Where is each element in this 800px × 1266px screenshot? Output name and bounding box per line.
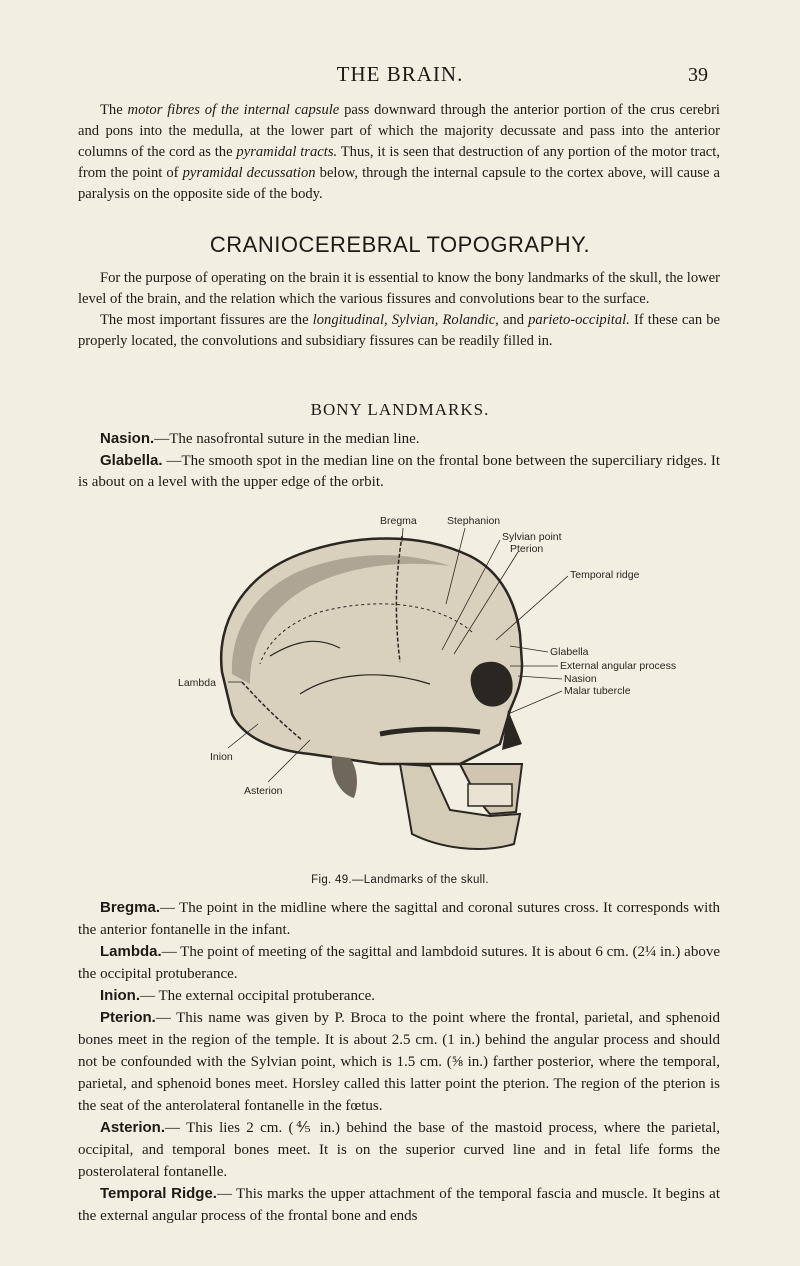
page-number: 39 xyxy=(688,64,708,86)
definition-pterion xyxy=(78,1007,720,1117)
intro-emphasis-1: motor fibres of the internal capsule xyxy=(127,102,340,118)
p2-emphasis-1: longitudinal, Sylvian, Rolandic, xyxy=(312,312,499,328)
intro-emphasis-2: pyramidal tracts. xyxy=(236,144,338,160)
intro-text-1: The xyxy=(100,102,128,118)
landmark-term: Glabella. xyxy=(100,452,163,469)
definition-term: Pterion. xyxy=(100,1009,156,1026)
label-bregma: Bregma xyxy=(380,515,417,527)
definition-term: Bregma. xyxy=(100,899,161,916)
subheading: BONY LANDMARKS. xyxy=(310,400,490,419)
definition-asterion xyxy=(78,1117,720,1183)
landmark-definitions xyxy=(78,897,720,1227)
section-body xyxy=(78,268,720,352)
landmark-glabella xyxy=(78,450,720,493)
intro-text-4: below, through the internal capsule to the cortex above, will cause a paralysis on the opposite side of the body. xyxy=(78,165,720,202)
skull-illustration xyxy=(150,514,710,859)
landmark-text: —The smooth spot in the median line on the frontal bone between the superciliary ridges. It is about on a level with the upper edge of the orbit. xyxy=(78,453,720,490)
upper-teeth xyxy=(468,784,512,806)
label-glabella: Glabella xyxy=(550,646,589,658)
intro-emphasis-3: pyramidal decussation xyxy=(182,165,316,181)
running-head: THE BRAIN. xyxy=(336,62,464,86)
definition-inion xyxy=(78,985,720,1007)
section-paragraph-1: For the purpose of operating on the brain it is essential to know the bony landmarks of the skull, the lower level of the brain, and the relation which the various fissures and convolutions bear to the surface. xyxy=(78,270,720,307)
definition-term: Temporal Ridge. xyxy=(100,1185,217,1202)
label-temporal-ridge: Temporal ridge xyxy=(570,569,640,581)
definition-text: — The point of meeting of the sagittal and lambdoid sutures. It is about 6 cm. (2¼ in.) above the occipital protuberance. xyxy=(78,944,720,982)
label-pterion: Pterion xyxy=(510,543,544,555)
intro-text-2: pass downward through the anterior portion of the crus cerebri and pons into the medulla, at the lower part of which the majority decussate and pass into the anterior columns of the cord as the xyxy=(78,102,720,160)
label-external-angular: External angular process xyxy=(560,660,677,672)
label-lambda: Lambda xyxy=(178,677,216,689)
label-asterion: Asterion xyxy=(244,785,283,797)
label-malar-tubercle: Malar tubercle xyxy=(564,685,631,697)
landmark-nasion xyxy=(78,428,720,450)
definition-temporal-ridge xyxy=(78,1183,720,1227)
definition-term: Lambda. xyxy=(100,943,162,960)
p2-text-1: The most important fissures are the xyxy=(100,312,313,328)
definition-text: — This name was given by P. Broca to the point where the frontal, parietal, and sphenoid bones meet in the region of the temple. It is about 2.5 cm. (1 in.) behind the angular process and should not be confounded with the Sylvian point, which is 1.5 cm. (⅝ in.) farther posterior, where the temporal, parietal, and sphenoid bones meet. Horsley called this latter point the pterion. The region of the pterion is the seat of the anterolateral fontanelle in the fœtus. xyxy=(78,1010,720,1114)
landmark-text: —The nasofrontal suture in the median line. xyxy=(154,431,420,447)
intro-paragraph xyxy=(78,100,720,205)
label-stephanion: Stephanion xyxy=(447,515,501,527)
definition-lambda xyxy=(78,941,720,985)
p2-emphasis-2: parieto-occipital. xyxy=(528,312,630,328)
intro-text-3: Thus, it is seen that destruction of any portion of the motor tract, from the point of xyxy=(78,144,720,181)
definition-text: — The point in the midline where the sagittal and coronal sutures cross. It corresponds with the anterior fontanelle in the infant. xyxy=(78,900,720,938)
label-nasion: Nasion xyxy=(564,673,597,685)
p2-text-2: and xyxy=(498,312,529,328)
landmark-term: Nasion. xyxy=(100,430,155,447)
definition-text: — This marks the upper attachment of the temporal fascia and muscle. It begins at the external angular process of the frontal bone and ends xyxy=(78,1186,720,1224)
section-paragraph-2 xyxy=(78,310,720,352)
definition-term: Inion. xyxy=(100,987,140,1004)
figure-caption: Fig. 49.—Landmarks of the skull. xyxy=(311,874,489,886)
definition-term: Asterion. xyxy=(100,1119,166,1136)
definition-text: — The external occipital protuberance. xyxy=(140,988,376,1004)
leader-nasion xyxy=(518,676,562,679)
label-inion: Inion xyxy=(210,751,233,763)
section-heading: CRANIOCEREBRAL TOPOGRAPHY. xyxy=(209,232,591,257)
label-sylvian-point: Sylvian point xyxy=(502,531,562,543)
definition-bregma xyxy=(78,897,720,941)
landmarks-top xyxy=(78,428,720,493)
definition-text: — This lies 2 cm. (⅘ in.) behind the base of the mastoid process, where the parietal, occipital, and temporal bones meet. It is on the superior curved line and in fetal life forms the posterolateral fontanelle. xyxy=(78,1120,720,1180)
skull-figure xyxy=(150,514,710,859)
mastoid xyxy=(332,756,357,798)
p2-text-3: If these can be properly located, the convolutions and subsidiary fissures can be readily filled in. xyxy=(78,312,720,349)
